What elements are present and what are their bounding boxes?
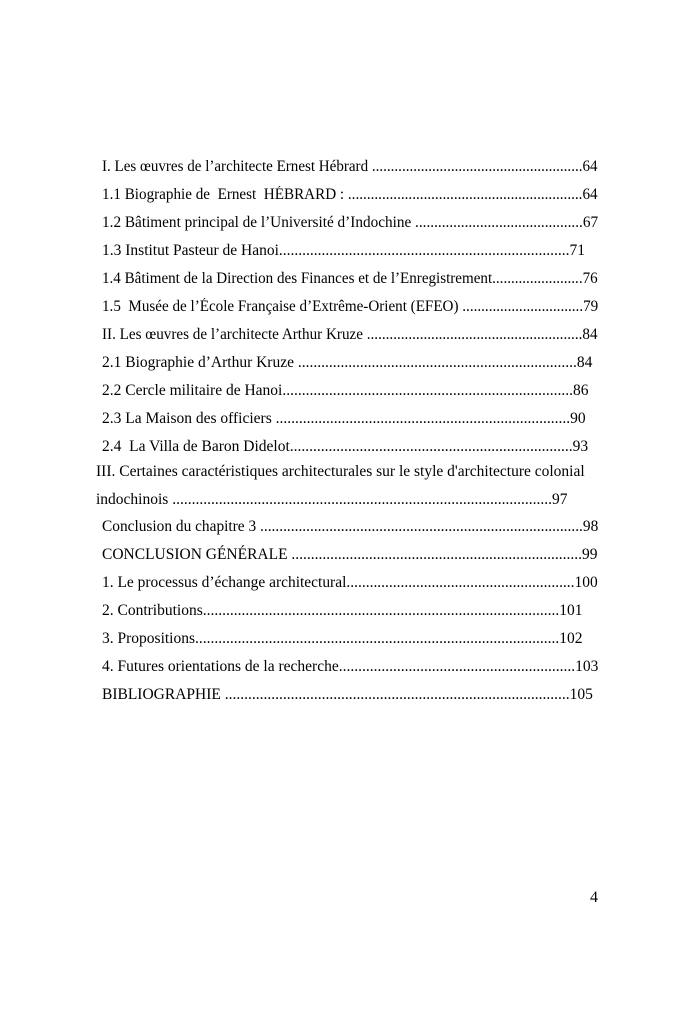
- toc-entry-propositions: 3. Propositions..............................................................................................102: [102, 630, 583, 647]
- toc-entry-kruze-works: II. Les œuvres de l’architecte Arthur Kruze .........................................................84: [102, 326, 598, 343]
- toc-entry-military-circle: 2.2 Cercle militaire de Hanoi...........................................................................86: [102, 382, 589, 399]
- toc-entry-hebrard-biography: 1.1 Biographie de Ernest HÉBRARD : ..............................................................64: [102, 186, 598, 203]
- toc-entry-finance-building: 1.4 Bâtiment de la Direction des Finances et de l’Enregistrement........................76: [102, 270, 598, 287]
- toc-entry-bibliography: BIBLIOGRAPHIE .........................................................................................105: [102, 686, 593, 703]
- toc-entry-exchange-process: 1. Le processus d’échange architectural...........................................................100: [102, 574, 598, 591]
- toc-entry-efeo-museum: 1.5 Musée de l’École Française d’Extrême-Orient (EFEO) ................................79: [102, 298, 599, 315]
- toc-entry-pasteur-institute: 1.3 Institut Pasteur de Hanoi...........................................................................71: [102, 242, 586, 259]
- toc-entry-university-building: 1.2 Bâtiment principal de l’Université d’Indochine ............................................67: [102, 214, 599, 231]
- toc-entry-contributions: 2. Contributions............................................................................................101: [102, 602, 583, 619]
- page-number: 4: [590, 889, 598, 906]
- toc-entry-architectural-characteristics-cont: indochinois ..................................................................................................97: [96, 491, 568, 508]
- toc-entry-chapter3-conclusion: Conclusion du chapitre 3 ....................................................................................98: [102, 518, 599, 535]
- toc-entry-didelot-villa: 2.4 La Villa de Baron Didelot.........................................................................93: [102, 438, 589, 455]
- toc-entry-future-orientations: 4. Futures orientations de la recherche.............................................................103: [102, 658, 599, 675]
- toc-entry-general-conclusion: CONCLUSION GÉNÉRALE ...........................................................................99: [102, 546, 598, 563]
- toc-entry-architectural-characteristics: III. Certaines caractéristiques architecturales sur le style d'architecture colonial: [96, 463, 585, 480]
- toc-entry-officers-house: 2.3 La Maison des officiers ............................................................................90: [102, 410, 586, 427]
- toc-entry-kruze-biography: 2.1 Biographie d’Arthur Kruze ........................................................................84: [102, 354, 593, 371]
- toc-entry-hebrard-works: I. Les œuvres de l’architecte Ernest Hébrard ........................................................64: [102, 158, 598, 175]
